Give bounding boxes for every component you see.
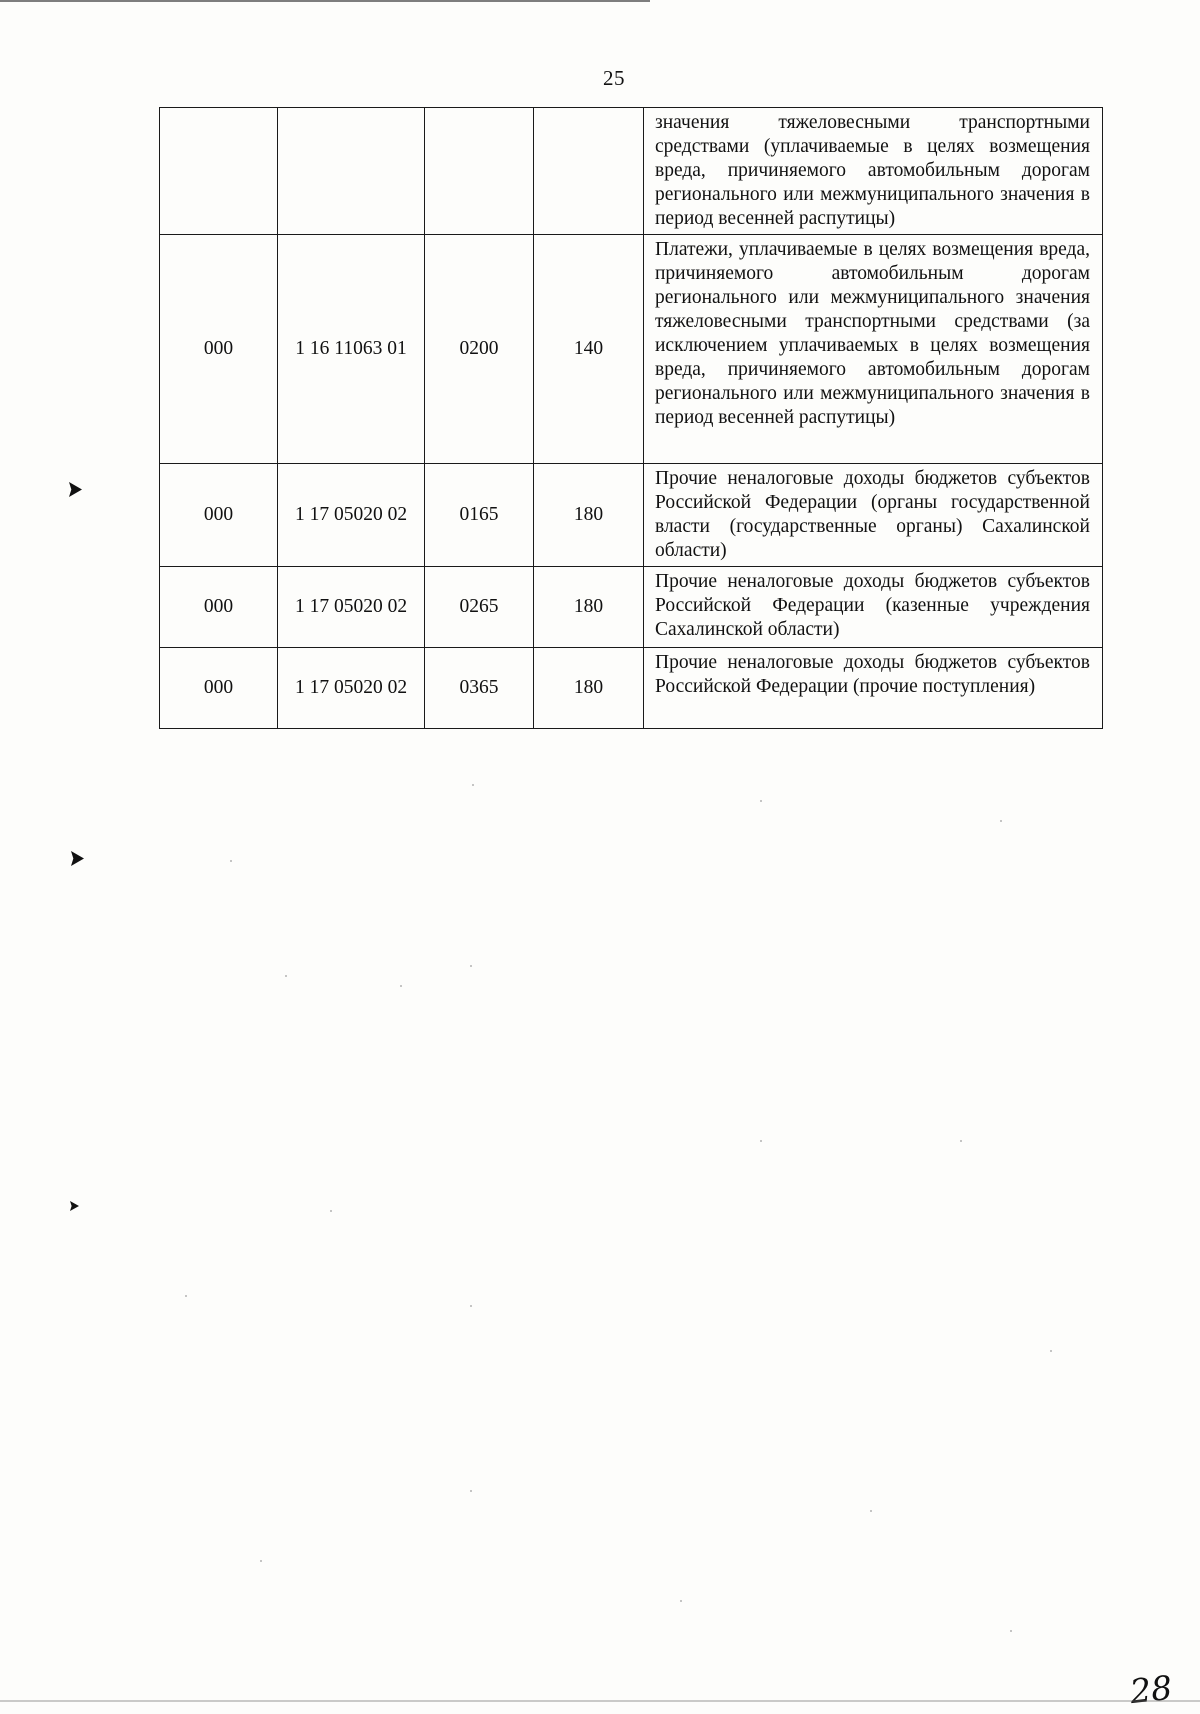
scan-speck [1050,1350,1052,1352]
description-cell: значения тяжеловесными транспортными средствами (уплачиваемые в целях возмещения вреда, причиняемого автомобильным дорогам регионального или межмуниципального значения в период весенней распутицы) [644,108,1103,235]
page-number: 25 [603,66,625,90]
admin-code-cell: 000 [160,648,278,729]
description-cell: Прочие неналоговые доходы бюджетов субъектов Российской Федерации (прочие поступления) [644,648,1103,729]
punch-hole-mark [70,1201,79,1211]
scan-speck [680,1600,682,1602]
scan-speck [285,975,287,977]
kbk-code-cell: 1 17 05020 02 [278,567,425,648]
table-row [160,108,1103,235]
scan-speck [470,1490,472,1492]
kosgu-code-cell: 180 [534,648,644,729]
subtype-code-cell: 0265 [425,567,534,648]
admin-code-cell [160,108,278,235]
kbk-code-cell [278,108,425,235]
description-cell: Платежи, уплачиваемые в целях возмещения вреда, причиняемого автомобильным дорогам регионального или межмуниципального значения тяжеловесными транспортными средствами (за исключением уплачиваемых в целях возмещения вреда, причиняемого автомобильным дорогам регионального или межмуниципального значения в период весенней распутицы) [644,235,1103,464]
table-row [160,235,1103,464]
admin-code-cell: 000 [160,464,278,567]
description-cell: Прочие неналоговые доходы бюджетов субъектов Российской Федерации (казенные учреждения Сахалинской области) [644,567,1103,648]
budget-classification-table [159,107,1103,729]
scan-speck [1010,1630,1012,1632]
scan-edge-bottom [0,1700,1200,1702]
scan-speck [470,1305,472,1307]
scan-speck [260,1560,262,1562]
scan-speck [760,1140,762,1142]
scan-speck [960,1140,962,1142]
kbk-code-cell: 1 17 05020 02 [278,648,425,729]
kosgu-code-cell [534,108,644,235]
subtype-code-cell: 0165 [425,464,534,567]
admin-code-cell: 000 [160,567,278,648]
punch-hole-mark [69,482,82,497]
table-row [160,567,1103,648]
subtype-code-cell [425,108,534,235]
scan-speck [870,1510,872,1512]
subtype-code-cell: 0200 [425,235,534,464]
scan-speck [470,965,472,967]
kosgu-code-cell: 140 [534,235,644,464]
subtype-code-cell: 0365 [425,648,534,729]
punch-hole-mark [71,851,84,866]
table-row [160,648,1103,729]
handwritten-page-number: 28 [1128,1667,1174,1712]
kosgu-code-cell: 180 [534,464,644,567]
scan-speck [1000,820,1002,822]
scan-speck [330,1210,332,1212]
kbk-code-cell: 1 16 11063 01 [278,235,425,464]
scan-speck [230,860,232,862]
description-cell: Прочие неналоговые доходы бюджетов субъектов Российской Федерации (органы государственной власти (государственные органы) Сахалинской области) [644,464,1103,567]
scan-speck [185,1295,187,1297]
kbk-code-cell: 1 17 05020 02 [278,464,425,567]
scan-edge-top [0,0,650,2]
scan-speck [400,985,402,987]
scan-speck [472,784,474,786]
scan-speck [760,800,762,802]
kosgu-code-cell: 180 [534,567,644,648]
admin-code-cell: 000 [160,235,278,464]
table-row [160,464,1103,567]
